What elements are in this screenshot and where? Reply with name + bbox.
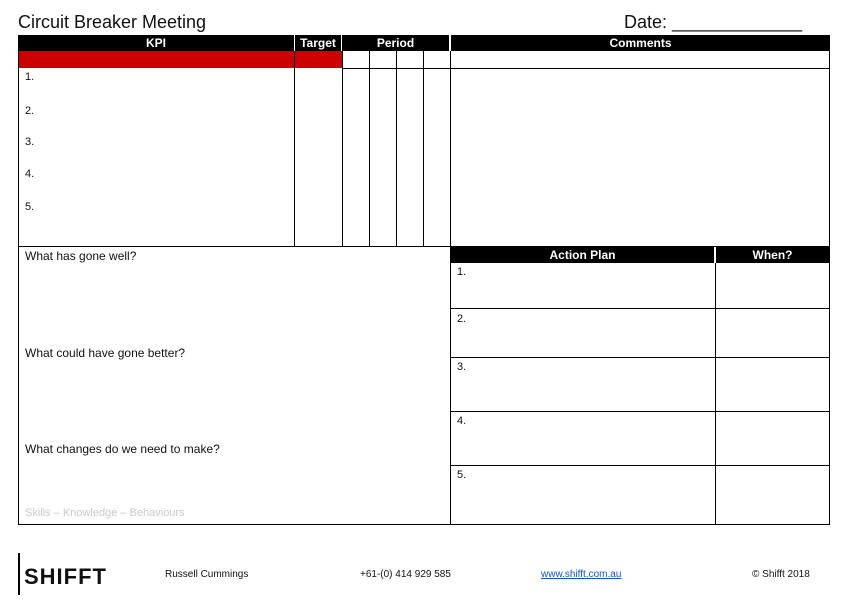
could-be-better-label: What could have gone better?	[25, 346, 186, 360]
changes-label: What changes do we need to make?	[25, 442, 220, 456]
kpi-row-4[interactable]: 4.	[25, 168, 35, 180]
action-line-2	[450, 357, 830, 358]
action-row-4[interactable]: 4.	[457, 415, 467, 427]
when-header: When?	[716, 247, 829, 263]
kpi-target-divider	[294, 51, 295, 246]
kpi-row-2[interactable]: 2.	[25, 105, 35, 117]
action-plan-header: Action Plan	[451, 247, 714, 263]
period-divider-2	[396, 51, 397, 246]
kpi-row-5[interactable]: 5.	[25, 201, 35, 213]
left-border	[18, 51, 19, 525]
target-period-divider	[342, 51, 343, 246]
bottom-border	[18, 524, 830, 525]
footer-copyright: © Shifft 2018	[752, 569, 810, 580]
action-row-5[interactable]: 5.	[457, 469, 467, 481]
period-divider-1	[369, 51, 370, 246]
shifft-logo: SHIFFT	[24, 564, 107, 589]
period-header: Period	[342, 35, 449, 51]
footer-website-link[interactable]: www.shifft.com.au	[541, 569, 622, 580]
kpi-header: KPI	[18, 35, 294, 51]
action-line-1	[450, 308, 830, 309]
footer-accent-line	[18, 553, 20, 595]
kpi-row-1[interactable]: 1.	[25, 71, 35, 83]
right-border	[829, 51, 830, 525]
action-row-1[interactable]: 1.	[457, 266, 467, 278]
skills-hint: Skills – Knowledge – Behaviours	[25, 507, 185, 519]
action-row-2[interactable]: 2.	[457, 313, 467, 325]
action-row-3[interactable]: 3.	[457, 361, 467, 373]
date-field[interactable]: Date: _____________	[624, 12, 803, 32]
footer-phone: +61-(0) 414 929 585	[360, 569, 451, 580]
period-divider-3	[423, 51, 424, 246]
target-header: Target	[295, 35, 341, 51]
action-line-3	[450, 411, 830, 412]
page-title: Circuit Breaker Meeting	[18, 12, 207, 32]
action-line-4	[450, 465, 830, 466]
kpi-row-3[interactable]: 3.	[25, 136, 35, 148]
went-well-label: What has gone well?	[25, 249, 137, 263]
top-row-line	[342, 68, 830, 69]
action-when-divider	[715, 263, 716, 524]
comments-header: Comments	[451, 35, 830, 51]
center-divider	[450, 51, 451, 525]
footer-name: Russell Cummings	[165, 569, 249, 580]
